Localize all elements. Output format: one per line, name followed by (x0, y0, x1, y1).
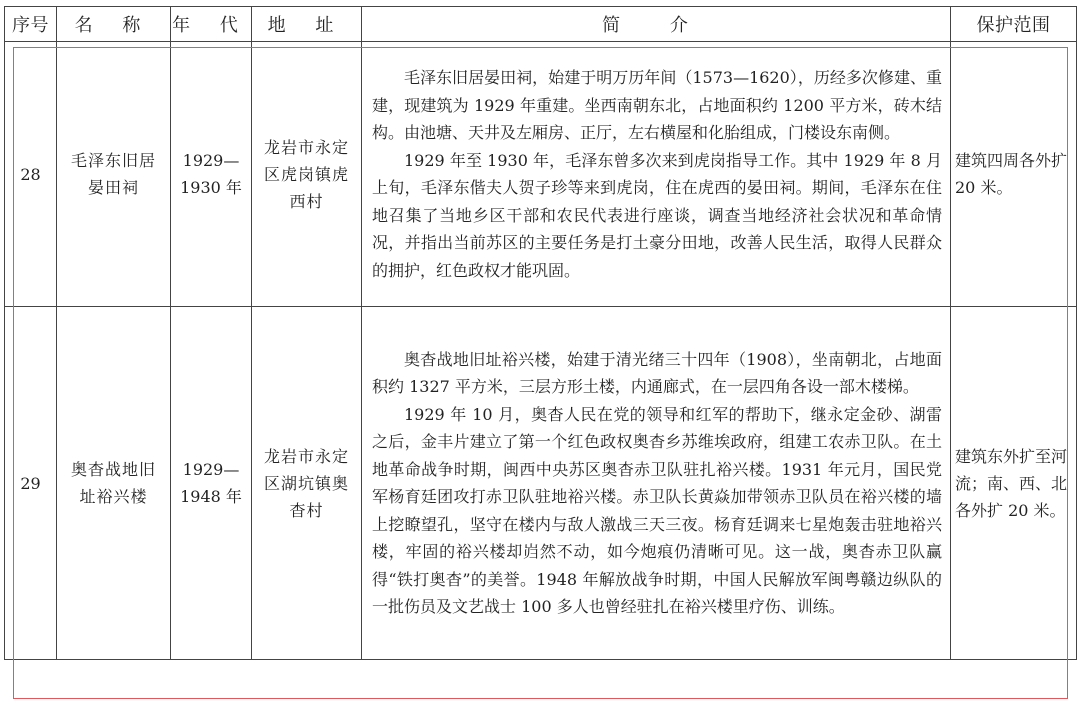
cell-era: 1929—1948 年 (171, 307, 252, 660)
cell-seq: 28 (5, 42, 57, 307)
table-row (5, 42, 1077, 307)
header-address: 地 址 (252, 7, 362, 42)
heritage-table (4, 6, 1077, 660)
cell-address: 龙岩市永定区湖坑镇奥杳村 (252, 307, 362, 660)
intro-paragraph: 1929 年至 1930 年，毛泽东曾多次来到虎岗指导工作。其中 1929 年 8 月上旬，毛泽东偕夫人贺子珍等来到虎岗，住在虎西的晏田祠。期间，毛泽东在住地召集了当地乡区干部和农民代表进行座谈，调查当地经济社会状况和革命情况，并指出当前苏区的主要任务是打土豪分田地，改善人民生活，取得人民群众的拥护，红色政权才能巩固。 (372, 150, 942, 280)
cell-name: 毛泽东旧居晏田祠 (57, 42, 171, 307)
table-header-row (5, 7, 1077, 42)
intro-paragraph: 1929 年 10 月，奥杳人民在党的领导和红军的帮助下，继永定金砂、湖雷之后，金丰片建立了第一个红色政权奥杳乡苏维埃政府，组建工农赤卫队。在土地革命战争时期，闽西中央苏区奥杳赤卫队驻扎裕兴楼。1931 年元月，国民党军杨育廷团攻打赤卫队驻地裕兴楼。赤卫队长黄焱加带领赤卫队员在裕兴楼的墙上挖瞭望孔，坚守在楼内与敌人激战三天三夜。杨育廷调来七星炮轰击驻地裕兴楼，牢固的裕兴楼却岿然不动，如今炮痕仍清晰可见。这一战，奥杳赤卫队赢得“铁打奥杳”的美誉。1948 年解放战争时期，中国人民解放军闽粤赣边纵队的一批伤员及文艺战士 100 多人也曾经驻扎在裕兴楼里疗伤、训练。 (372, 404, 942, 616)
intro-paragraph: 毛泽东旧居晏田祠，始建于明万历年间（1573—1620），历经多次修建、重建，现建筑为 1929 年重建。坐西南朝东北，占地面积约 1200 平方米，砖木结构。由池塘、天井及左厢房、正厅，左右横屋和化胎组成，门楼设东南侧。 (372, 68, 942, 142)
header-scope: 保护范围 (951, 7, 1077, 42)
intro-paragraph: 奥杳战地旧址裕兴楼，始建于清光绪三十四年（1908），坐南朝北，占地面积约 1327 平方米，三层方形土楼，内通廊式，在一层四角各设一部木楼梯。 (372, 349, 942, 396)
cell-intro (362, 307, 951, 660)
header-era: 年 代 (171, 7, 252, 42)
cell-name: 奥杳战地旧址裕兴楼 (57, 307, 171, 660)
header-seq: 序号 (5, 7, 57, 42)
cell-scope: 建筑东外扩至河流；南、西、北各外扩 20 米。 (951, 307, 1077, 660)
header-name: 名 称 (57, 7, 171, 42)
header-intro: 简 介 (362, 7, 951, 42)
cell-seq: 29 (5, 307, 57, 660)
cell-era: 1929—1930 年 (171, 42, 252, 307)
table-row (5, 307, 1077, 660)
cell-address: 龙岩市永定区虎岗镇虎西村 (252, 42, 362, 307)
cell-scope: 建筑四周各外扩 20 米。 (951, 42, 1077, 307)
cell-intro (362, 42, 951, 307)
